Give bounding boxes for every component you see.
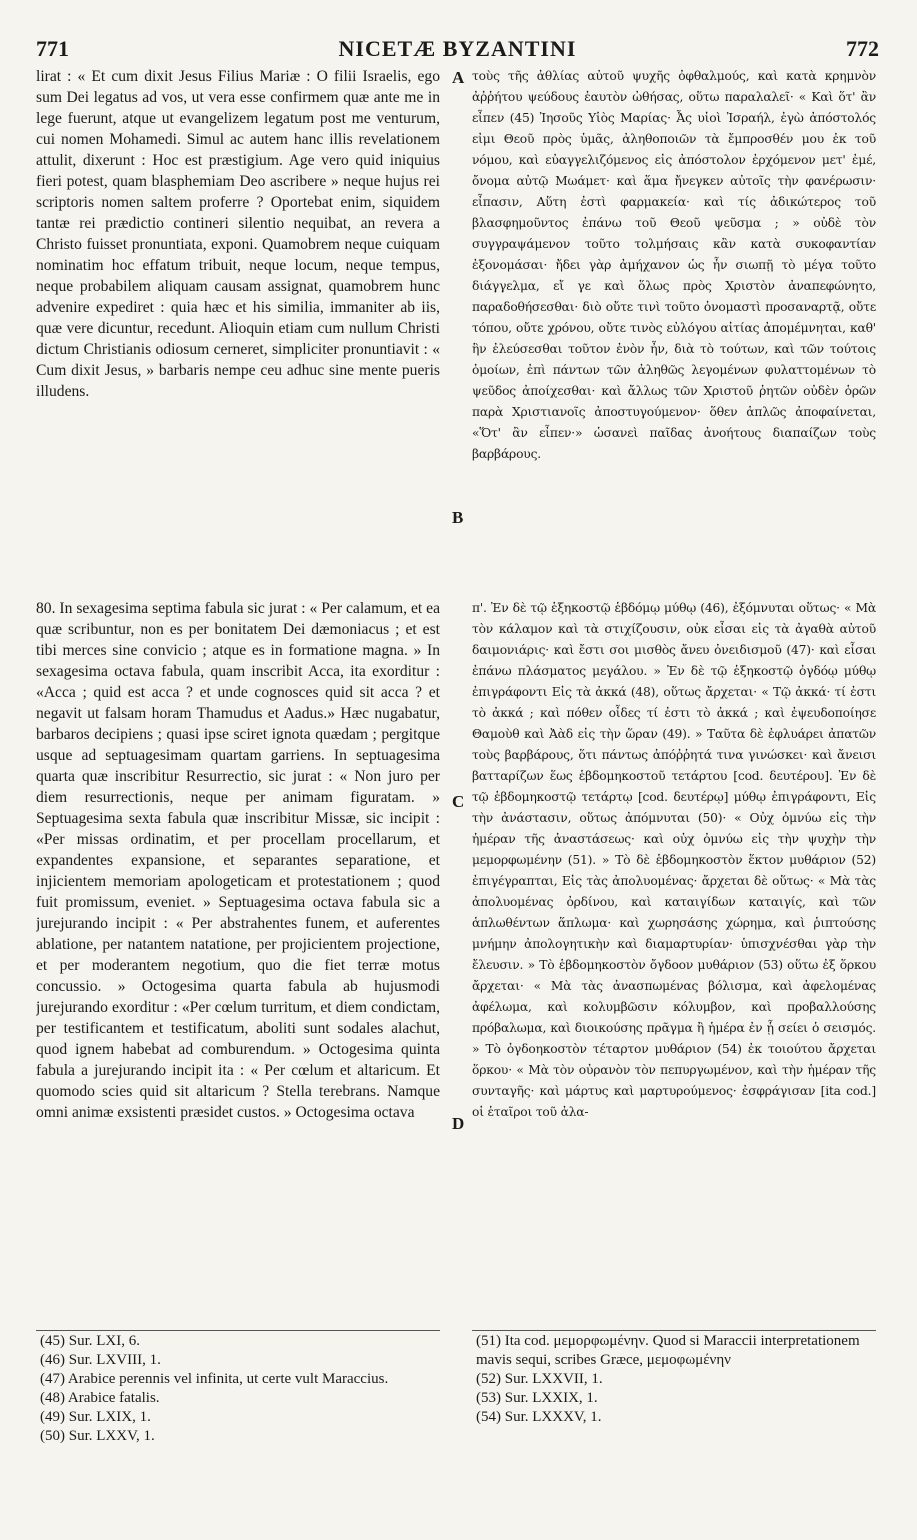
greek-paragraph-79: τοὺς τῆς ἀθλίας αὐτοῦ ψυχῆς ὀφθαλμούς, καὶ κατὰ κρημνὸν ἀῤῥήτου ψεύδους ἑαυτὸν ὠθήσας, οὕτω παραλαλεῖ· « Καὶ ὅτ' ἂν εἶπεν (45) Ἰησοῦς Υἱὸς Μαρίας· Ἆς υἱοὶ Ἰσραήλ, ἐγὼ ἀπόστολός εἰμι Θεοῦ πρὸς ὑμᾶς, ἀληθοποιῶν τὰ ἔμπροσθέν μου ἐκ τοῦ νόμου, καὶ εὐαγγελιζόμενος εἰς ἀπόστολον ἐρχόμενον μετ' ἐμέ, ὄνομα αὐτῷ Μωάμετ· καὶ ἅμα ἤνεγκεν αὐτοῖς τὴν φανέρωσιν· εἶπασιν, Αὕτη ἐστὶ φαρμακεία· καὶ τίς ἀδικώτερος τοῦ βλασφημοῦντος ἐπάνω τοῦ Θεοῦ ψεῦσμα ; » οὐδὲ τὸν συγγραψάμενον τοῦτο τολμήσαις κἂν κατὰ συκοφαντίαν ἐξονομάσαι· ἤδει γὰρ ἀμήχανον ὡς ἦν σιωπῇ τὸ μέγα τοῦτο διάγγελμα, εἴ γε καὶ ὅλως πρὸς Χριστὸν ἀναπεφώνητο, παραδοθήσεσθαι· διὸ οὔτε τινὶ τοῦτο ὀνομαστὶ προσαναρτᾷ, οὔτε τόπου, οὔτε χρόνου, οὔτε τινὸς εὐλόγου αἰτίας ἀπομέμνηται, καθ' ἣν ἐλεύσεσθαι τοῦτον ἐνὸν ἦν, διὰ τὸ τούτων, καὶ τῶν τούτοις ὁμοίων, ἐπὶ πάντων τῶν ἀληθῶς λεγομένων φυλαττομένων τὸ ψεῦδος ἀποίχεσθαι· καὶ ἄλλως τῶν Χριστοῦ ῥητῶν οὐδὲν ὁρῶν παρὰ Χριστιανοῖς ἀποστυγούμενον· ὅθεν ἁπλῶς ἀποφαίνεται, «Ὅτ' ἂν εἶπεν·» ὡσανεὶ παῖδας ἀνοήτους διαπαίζων τοὺς βαρβάρους. [472,69,876,461]
footnotes-right [476,1332,880,1427]
footnotes-left [40,1332,444,1446]
footnote-53: (53) Sur. LXXIX, 1. [476,1390,598,1406]
footnote-54: (54) Sur. LXXXV, 1. [476,1409,602,1425]
latin-column-block-1 [36,66,440,536]
footnote-45: (45) Sur. LXI, 6. [40,1333,140,1349]
margin-letter-c: C [452,792,465,811]
latin-column-block-2 [36,598,440,1318]
latin-paragraph-80: 80. In sexagesima septima fabula sic jurat : « Per calamum, et ea quæ scribuntur, non es per bonitatem Dei dæmoniacus ; et est tibi merces sine convicio ; atque es in formatione magna. » In sexagesima octava fabula, quam inscribit Acca, ita exorditur : «Acca ; quid est acca ? et unde cognosces quid sit acca ? et negavit ut falsam horam Thamudus et Aadus.» Hæc nugabatur, barbaros decipiens ; quasi ipse sciret ignota quædam ; pergitque usque ad septuagesimam quartam garriens. In septuagesima quarta quæ inscribitur Resurrectio, sic jurat : « Non juro per diem resurrectionis, neque per animam figuratam. » Septuagesima sexta fabula quæ inscribitur Missæ, sic incipit : «Per missas ordinatim, et per procellam procellarum, et expandentes expansione, et separantes separatione, et injicientem memoriam apologeticam et protestationem ; quod fuit promissum, eveniet. » Septuagesima octava fabula sic a jurejurando incipit : « Per abstrahentes funem, et auferentes ablatione, per natantem natatione, per projicientem projectione, et per moderantem negotium, quo die fiet terræ motus concussio. » Octogesima quarta fabula ab hujusmodi jurejurando exorditur : «Per cœlum turritum, et diem condictam, per testificantem et testificatum, aboliti sunt sodales alachut, quod ignem habebat ad comburendum. » Octogesima quinta fabula a jurejurando incipit ita : « Per cœlum et altaricum. Et quomodo scies quid sit altaricum ? Stella terebrans. Namque omni animæ exsistenti præsidet custos. » Octogesima octava [36,600,440,1121]
latin-paragraph-79: lirat : « Et cum dixit Jesus Filius Mariæ : O filii Israelis, ego sum Dei legatus ad vos, ut vera esse confirmem quæ ante me in lege fuerunt, atque ut evangelizem legatum post me venturum, cui nomen Mohamedi. Simul ac autem hanc illis revelationem attulit, dixerunt : Hoc est præstigium. Age vero quid iniquius fieri potest, quam blasphemiam Deo ascribere » neque hujus rei scriptoris nomen saltem proferre ? Oportebat enim, siquidem tantæ rei prædictio contineri silentio nequibat, an revera a Christo fuisset pronuntiata, exponi. Quamobrem neque cuiquam nominatim hoc effatum tribuit, neque locum, neque tempus, neque probabilem aliquam causam assignat, quamobrem hunc advenire expediret : quia hæc et his similia, immaniter ab iis, quæ vere dicuntur, recedunt. Alioquin etiam cum nullum Christi dictum Christianis odiosum cerneret, simpliciter pronuntiavit : « Cum dixit Jesus, » barbaris nempe ceu adhuc sine mente pueris illudens. [36,68,440,400]
footnote-47: (47) Arabice perennis vel infinita, ut certe vult Maraccius. [40,1371,389,1387]
footnote-51: (51) Ita cod. μεμορφωμένην. Quod si Maraccii interpretationem mavis sequi, scribes Græce, μεμοφωμένην [476,1333,860,1368]
margin-letter-a: A [452,68,465,87]
margin-letter-d: D [452,1114,465,1133]
running-title: NICETÆ BYZANTINI [338,36,577,61]
footnote-49: (49) Sur. LXIX, 1. [40,1409,151,1425]
footnote-divider-right [472,1330,876,1331]
margin-letter-b: B [452,508,464,527]
page-number-left: 771 [36,36,69,61]
page-header [36,36,879,64]
greek-paragraph-80: π'. Ἐν δὲ τῷ ἑξηκοστῷ ἑβδόμῳ μύθῳ (46), ἐξόμνυται οὕτως· « Μὰ τὸν κάλαμον καὶ τὰ στιχίζουσιν, οὐκ εἶσαι εἰς τὰ ἀγαθὰ αὐτοῦ δαιμονιάρις· καὶ ἔστι σοι μισθὸς ἄνευ ὀνειδισμοῦ (47)· καὶ εἶσαι ἐπάνω πλάσματος μεγάλου. » Ἐν δὲ τῷ ἑξηκοστῷ ὀγδόῳ μύθῳ ἐπιγράφοντι Εἰς τὰ ἀκκά (48), οὕτως ἄρχεται· « Τῷ ἀκκά· τί ἐστι τὸ ἀκκά ; καὶ πόθεν οἶδες τί ἐστι τὸ ἀκκά ; καὶ ἐψευδοποίησε Θαμοὺθ καὶ Ἀὰδ εἰς τὴν ὥραν (49). » Ταῦτα δὲ ἐφλυάρει ἀπατῶν τοὺς βαρβάρους, ὅτι πάντως ἀπόῤῥητά τινα γινώσκει· καὶ ἄνεισι βατταρίζων ἕως ἑβδομηκοστοῦ τετάρτου [cod. δευτέρου]. Ἐν δὲ τῷ ἑβδομηκοστῷ τετάρτῳ [cod. δευτέρῳ] μύθῳ ἐπιγράφοντι, Εἰς τὴν ἀνάστασιν, οὕτως ἀπόμνυται (50)· « Οὐχ ὀμνύω εἰς τὴν ἡμέραν τῆς ἀναστάσεως· καὶ οὐχ ὀμνύω εἰς τὴν ψυχὴν τὴν μεμορφωμένην (51). » Τὸ δὲ ἑβδομηκοστὸν ἕκτον μυθάριον (52) ἐπιγέγραπται, Εἰς τὰς ἀπολυομένας· ἄρχεται δὲ οὕτως· « Μὰ τὰς ἀπολυομένας ὀρδίνου, καὶ καταιγίδων καταιγίς, καὶ τῶν ἁπλωθέντων ἅπλωμα· καὶ χωρησάσης χώρημα, καὶ ῥιπτούσης μνήμην ἀπολογητικὴν καὶ διαμαρτυρίαν· ὑπισχνέσθαι γὰρ τὴν ἔλευσιν. » Τὸ ἑβδομηκοστὸν ὄγδοον μυθάριον (53) οὕτω ἐξ ὅρκου ἄρχεται· « Μὰ τὰς ἀνασπωμένας βόλισμα, καὶ ἀφελομένας ἀφέλωμα, καὶ κολυμβῶσιν κόλυμβον, καὶ προβαλλούσης πρόβαλωμα, καὶ διοικούσης πρᾶγμα ἢ ἡμέρα ἐν ᾗ σείει ὁ σεισμός. » Τὸ ὀγδοηκοστὸν τέταρτον μυθάριον (54) ἐκ τοιούτου ἄρχεται ὅρκου· « Μὰ τὸν οὐρανὸν τὸν πεπυργωμένον, καὶ τὴν ἡμέραν τῆς συνταγῆς· καὶ μάρτυς καὶ μαρτυρούμενος· ἐσφράγισαν [ita cod.] οἱ ἑταῖροι τοῦ ἀλα- [472,601,876,1119]
footnote-52: (52) Sur. LXXVII, 1. [476,1371,603,1387]
footnote-divider-left [36,1330,440,1331]
page-number-right: 772 [846,36,879,61]
footnote-50: (50) Sur. LXXV, 1. [40,1428,155,1444]
footnote-48: (48) Arabice fatalis. [40,1390,160,1406]
greek-column-block-1 [472,66,876,586]
greek-column-block-2 [472,598,876,1318]
footnote-46: (46) Sur. LXVIII, 1. [40,1352,161,1368]
